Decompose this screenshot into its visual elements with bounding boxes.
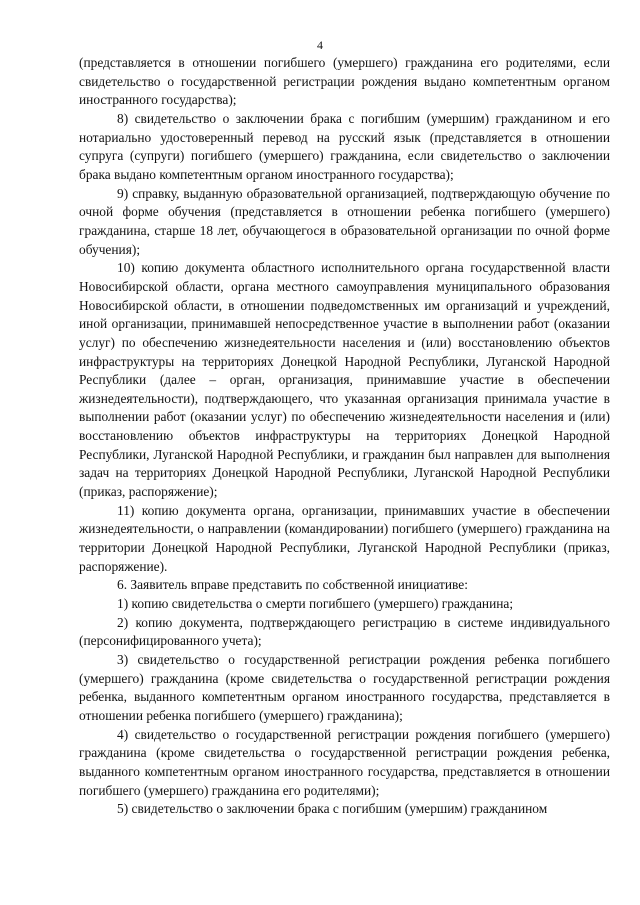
- paragraph: 11) копию документа органа, организации, принимавших участие в обеспечении жизнедеятельности, о направлении (командировании) погибшего (умершего) гражданина на территории Донецкой Народной Республики, Луганской Народной Республики (приказ, распоряжение).: [79, 502, 610, 574]
- paragraph: 5) свидетельство о заключении брака с погибшим (умершим) гражданином: [117, 801, 548, 817]
- paragraph: (представляется в отношении погибшего (умершего) гражданина его родителями, если свидетельство о государственной регистрации рождения выдано компетентным органом иностранного государства);: [79, 55, 610, 108]
- body-text: [79, 54, 610, 819]
- paragraph: 4) свидетельство о государственной регистрации рождения погибшего (умершего) гражданина (кроме свидетельства о государственной регистрации рождения ребенка, выданного компетентным органом иностранного государства, представляется в отношении погибшего (умершего) гражданина его родителями);: [79, 726, 610, 798]
- paragraph: 1) копию свидетельства о смерти погибшего (умершего) гражданина;: [117, 596, 514, 612]
- paragraph: 9) справку, выданную образовательной организацией, подтверждающую обучение по очной форме обучения (представляется в отношении ребенка погибшего (умершего) гражданина, старше 18 лет, обучающегося в образовательной организации по очной форме обучения);: [79, 185, 610, 257]
- page-number: 4: [317, 38, 323, 52]
- paragraph: 2) копию документа, подтверждающего регистрацию в системе индивидуального (персонифицированного учета);: [79, 614, 610, 649]
- paragraph: 8) свидетельство о заключении брака с погибшим (умершим) гражданином и его нотариально удостоверенный перевод на русский язык (представляется в отношении супруга (супруги) погибшего (умершего) гражданина, если свидетельство о заключении брака выдано компетентным органом иностранного государства);: [79, 110, 610, 182]
- paragraph: 3) свидетельство о государственной регистрации рождения ребенка погибшего (умершего) гражданина (кроме свидетельства о государственной регистрации рождения ребенка, выданного компетентным органом иностранного государства, представляется в отношении ребенка погибшего (умершего) гражданина);: [79, 652, 610, 723]
- paragraph: 6. Заявитель вправе представить по собственной инициативе:: [117, 577, 468, 593]
- paragraph: 10) копию документа областного исполнительного органа государственной власти Новосибирской области, органа местного самоуправления муниципального образования Новосибирской области, в отношении подведомственных им организаций и учреждений, иной организации, принимавшей непосредственное участие в выполнении работ (оказании услуг) по обеспечению жизнедеятельности населения и (или) восстановлению объектов инфраструктуры на территориях Донецкой Народной Республики, Луганской Народной Республики (далее – орган, организация, принимавшие участие в обеспечении жизнедеятельности), подтверждающего, что указанная организация принимала участие в выполнении работ (оказании услуг) по обеспечению жизнедеятельности населения и (или) восстановлению объектов инфраструктуры на территориях Донецкой Народной Республики, Луганской Народной Республики, и гражданин был направлен для выполнения задач на территориях Донецкой Народной Республики, Луганской Народной Республики (приказ, распоряжение);: [79, 260, 610, 500]
